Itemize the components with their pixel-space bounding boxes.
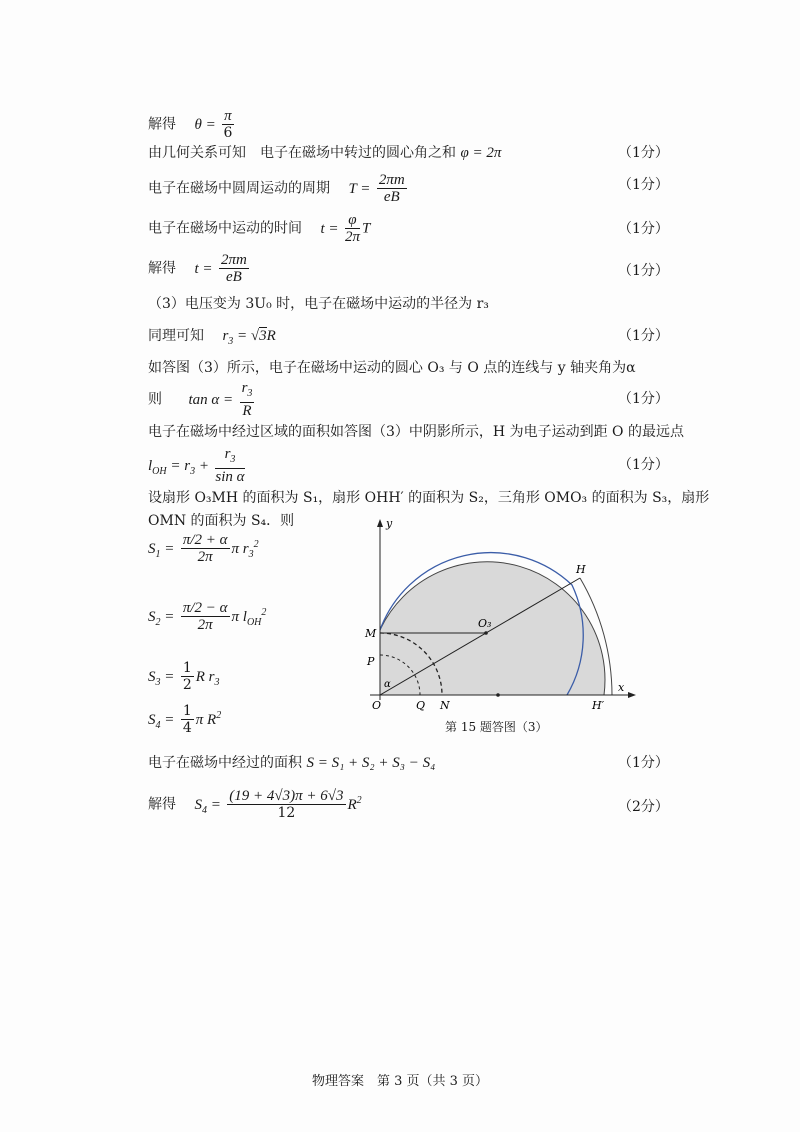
formula-s4: $S_4$ = $\frac{1}{4}$ π $R^2$ [148, 703, 222, 736]
line-area-desc: 电子在磁场中经过区域的面积如答图（3）中阴影所示，H 为电子运动到距 O 的最远点 [148, 424, 684, 440]
line-time-result: 解得 t = $\frac{2\pi m}{eB}$ [148, 252, 247, 285]
line-solve-theta: 解得 θ = $\frac{\pi}{6}$ [148, 108, 233, 141]
figure-caption: 第 15 题答图（3） [445, 720, 548, 734]
point-center [496, 693, 500, 697]
formula-phi: φ = 2π [460, 145, 502, 161]
label-alpha: α [384, 679, 391, 690]
x-arrow-icon [628, 692, 636, 698]
score: （1分） [618, 145, 669, 161]
score: （1分） [618, 328, 669, 344]
label-o: O [372, 699, 382, 712]
page-footer: 物理答案 第 3 页（共 3 页） [311, 1074, 489, 1089]
figure-diagram [362, 515, 637, 715]
line-tan: 则 tan α = $\frac{r_3}{R}$ [148, 380, 253, 419]
y-arrow-icon [377, 519, 383, 527]
label-x: x [618, 681, 625, 694]
line-final-result: 解得 $S_4$ = $\frac{(19 + 4√3)\pi + 6√3}{12}$ $R^2$ [148, 788, 362, 821]
label-n: N [440, 699, 450, 712]
score: （1分） [618, 177, 669, 193]
label-h-prime: H′ [592, 699, 605, 712]
score: （1分） [618, 755, 669, 771]
label-y: y [386, 517, 393, 530]
label-q: Q [416, 699, 426, 712]
line-total-area: 电子在磁场中经过的面积 S = S₁ + S₂ + S₃ − S₄ [148, 755, 436, 771]
formula-s1: $S_1$ = $\frac{\pi/2 + \alpha}{2\pi}$ π $r_3^2$ [148, 532, 259, 565]
score: （1分） [618, 457, 669, 473]
score: （1分） [618, 391, 669, 407]
score: （1分） [618, 221, 669, 237]
line-angle-desc: 如答图（3）所示，电子在磁场中运动的圆心 O₃ 与 O 点的连线与 y 轴夹角为α [148, 360, 636, 376]
formula-s2: $S_2$ = $\frac{\pi/2 - \alpha}{2\pi}$ π $l_{OH}^2$ [148, 600, 267, 633]
label-p: P [367, 655, 375, 668]
theta-fraction: $\frac{\pi}{6}$ [223, 108, 233, 141]
line-define-areas: 设扇形 O₃MH 的面积为 S₁，扇形 OHH′ 的面积为 S₂，三角形 OMO₃ 的面积为 S₃，扇形 [148, 490, 710, 506]
score: （1分） [618, 263, 669, 279]
line-angle-sum: 由几何关系可知 电子在磁场中转过的圆心角之和 φ = 2π [148, 145, 502, 161]
label-m: M [365, 627, 377, 640]
formula-s-total: S = S₁ + S₂ + S₃ − S₄ [306, 755, 436, 771]
line-period: 电子在磁场中圆周运动的周期 T = $\frac{2\pi m}{eB}$ [148, 172, 405, 205]
line-time: 电子在磁场中运动的时间 t = $\frac{\varphi}{2\pi}$ T [148, 212, 371, 245]
text: 解得 [148, 116, 176, 133]
score: （2分） [618, 799, 669, 815]
formula-s3: $S_3$ = $\frac{1}{2}$ R $r_3$ [148, 660, 220, 693]
line-loh: $l_{OH} = r_3$ + $\frac{r_3}{\text{sin α}}$ [148, 446, 245, 485]
point-o3 [484, 631, 488, 635]
label-o3: O₃ [478, 617, 492, 630]
label-h: H [576, 563, 586, 576]
line-define-areas-2: OMN 的面积为 S₄．则 [148, 513, 295, 529]
line-r3: 同理可知 $r_3 = √3R$ [148, 328, 276, 347]
line-part3: （3）电压变为 3U₀ 时，电子在磁场中运动的半径为 r₃ [148, 296, 489, 312]
